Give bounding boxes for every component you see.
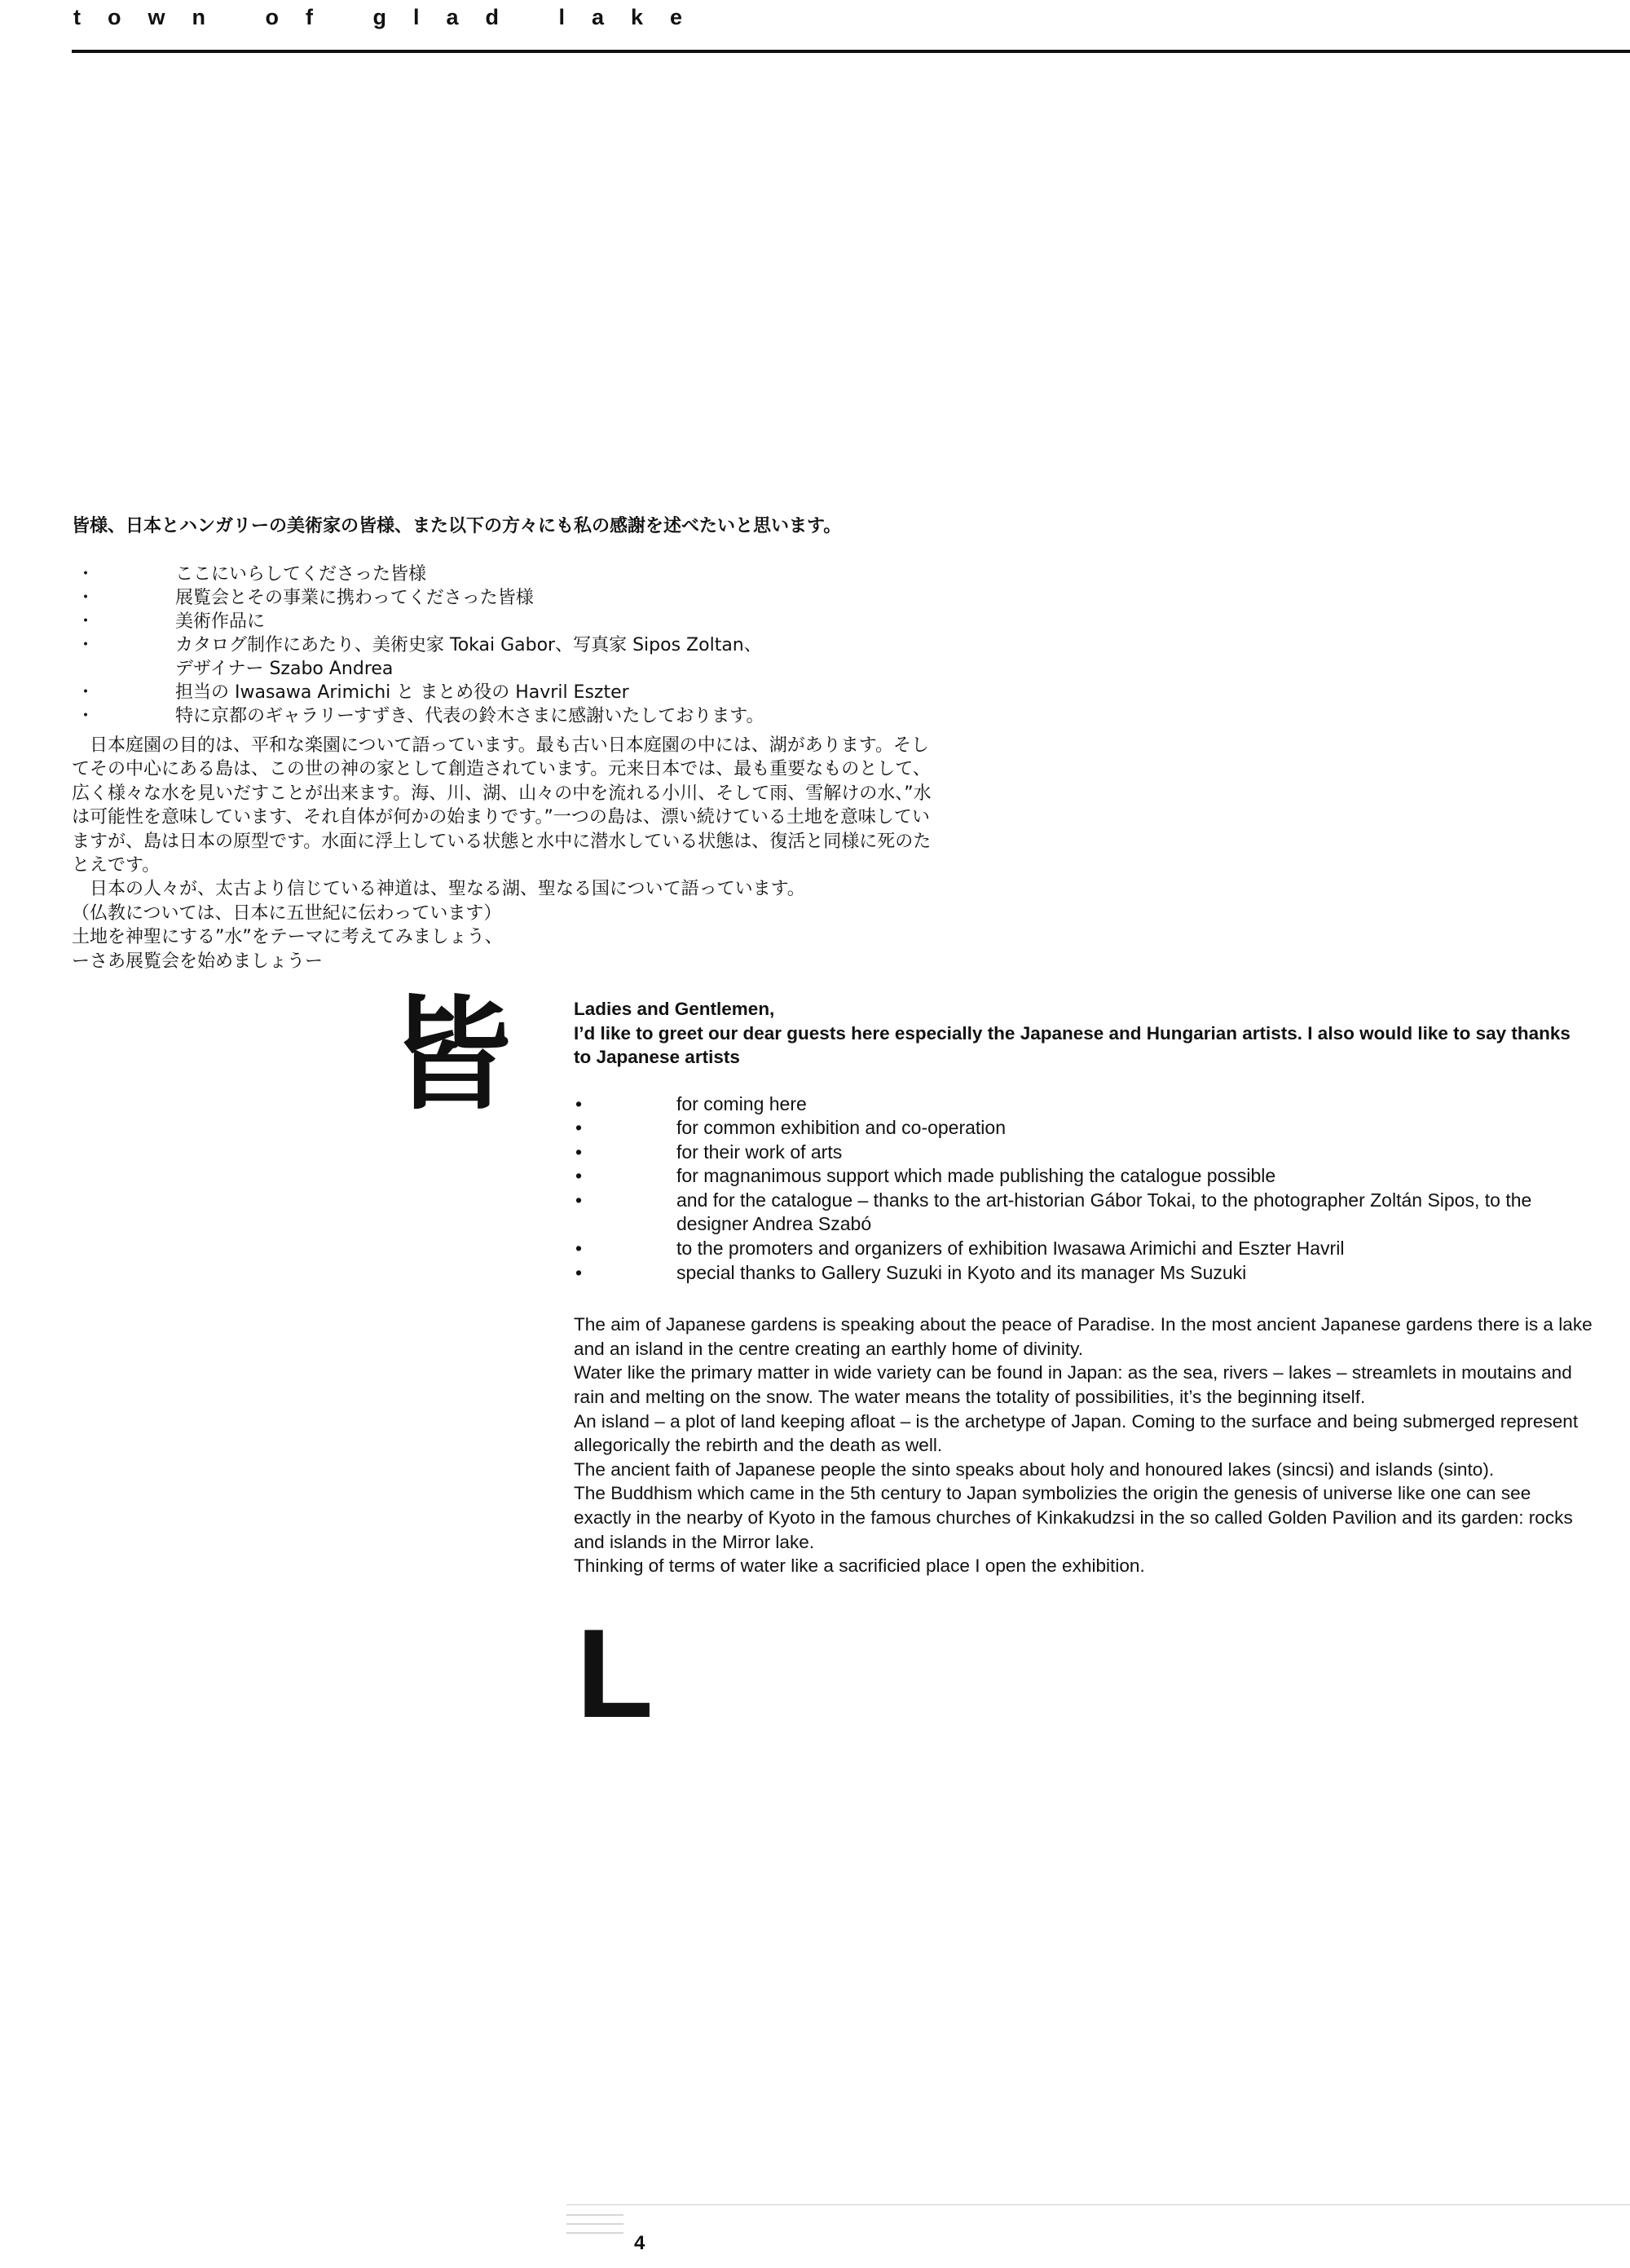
english-thanks-list [574,1092,1593,1286]
running-header-title: town of glad lake [73,5,710,29]
english-paragraph: The aim of Japanese gardens is speaking about the peace of Paradise. In the most ancient Japanese gardens there is a lake and an island in the centre creating an earthly home of divinity. [574,1314,1593,1359]
english-paragraph: An island – a plot of land keeping afloat – is the archetype of Japan. Coming to the surface and being submerged represent allegorically the rebirth and the death as well. [574,1410,1579,1456]
english-body-text [574,1313,1593,1578]
bullet: ・ [77,635,95,655]
bullet: • [575,1092,583,1114]
bullet: ・ [77,588,95,608]
bullet: ・ [77,706,95,726]
bullet: ・ [77,564,95,585]
list-item [72,681,936,704]
bullet: • [575,1165,583,1187]
bullet: • [575,1117,583,1139]
list-item [574,1261,1593,1286]
japanese-paragraph: 日本庭園の目的は、平和な楽園について語っています。最も古い日本庭園の中には、湖があります。そしてその中心にある島は、この世の神の家として創造されています。元来日本では、最も重要なものとして、広く様々な水を見いだすことが出来ます。海、川、湖、山々の中を流れる小川、そして雨、雪解けの水、”水は可能性を意味しています、それ自体が何かの始まりです。”一つの島は、漂い続けている土地を意味していますが、島は日本の原型です。水面に浮上している状態と水中に潜水している状態は、復活と同様に死のたとえです。 [72,735,932,876]
japanese-heading: 皆様、日本とハンガリーの美術家の皆様、また以下の方々にも私の感謝を述べたいと思います。 [72,516,842,536]
bullet: • [575,1141,583,1163]
english-paragraph: The Buddhism which came in the 5th century to Japan symbolizies the origin the genesis of universe like one can see exactly in the nearby of Kyoto in the famous churches of Kinkakudzsi in the so called Golden Pavilion and its garden: rocks and islands in the Mirror lake. [574,1483,1573,1552]
list-item-text: ここにいらしてくださった皆様 [175,564,427,585]
list-item [574,1092,1593,1117]
header-rule [72,50,1630,53]
footer-decoration [566,2214,623,2241]
japanese-paragraph: 土地を神聖にする”水”をテーマに考えてみましょう、 [72,927,503,948]
list-item-continuation [72,657,936,681]
bullet: • [575,1261,583,1283]
list-item [574,1116,1593,1141]
list-item-text: special thanks to Gallery Suzuki in Kyoto and its manager Ms Suzuki [676,1261,1247,1283]
list-item [72,586,936,610]
list-item [574,1189,1593,1237]
english-paragraph: The ancient faith of Japanese people the sinto speaks about holy and honoured lakes (sincsi) and islands (sinto). [574,1458,1495,1480]
list-item-text: 特に京都のギャラリーすずき、代表の鈴木さまに感謝いたしております。 [175,706,764,726]
list-item-text: カタログ制作にあたり、美術史家 Tokai Gabor、写真家 Sipos Zoltan、 [175,635,762,655]
latin-drop-initial: L [576,1603,654,1744]
bullet: • [575,1238,583,1260]
bullet: • [575,1189,583,1211]
bullet: ・ [77,611,95,632]
japanese-paragraph: （仏教については、日本に五世紀に伝わっています） [72,902,502,924]
list-item [72,563,936,586]
japanese-paragraph: ーさあ展覧会を始めましょうー [72,951,324,972]
english-section [574,997,1593,1578]
list-item-text: for magnanimous support which made publishing the catalogue possible [676,1165,1276,1187]
english-paragraph: Water like the primary matter in wide variety can be found in Japan: as the sea, rivers – lakes – streamlets in moutains and rain and melting on the snow. The water means the totality of possibilities, it’s the beginning itself. [574,1362,1572,1408]
footer-rule [566,2204,1630,2205]
list-item-text: for common exhibition and co-operation [676,1117,1007,1139]
list-item [72,704,936,728]
english-greeting [574,997,1593,1070]
list-item-text: to the promoters and organizers of exhibition Iwasawa Arimichi and Eszter Havril [676,1238,1345,1260]
list-item [574,1141,1593,1165]
list-item-text: デザイナー Szabo Andrea [175,659,394,679]
japanese-thanks-list [72,563,936,728]
list-item-text: 担当の Iwasawa Arimichi と まとめ役の Havril Eszter [175,682,629,703]
list-item [574,1164,1593,1189]
list-item-text: for coming here [676,1092,807,1114]
list-item [574,1237,1593,1261]
english-paragraph: Thinking of terms of water like a sacrificied place I open the exhibition. [574,1555,1145,1577]
page-number: 4 [634,2232,645,2254]
list-item [72,610,936,633]
list-item-text: 美術作品に [175,611,266,632]
japanese-paragraph: 日本の人々が、太古より信じている神道は、聖なる湖、聖なる国について語っています。 [72,879,805,900]
greeting-line: I’d like to greet our dear guests here especially the Japanese and Hungarian artists. I also would like to say thanks to Japanese artists [574,1022,1571,1067]
list-item-text: for their work of arts [676,1141,843,1163]
bullet: ・ [77,682,95,703]
kanji-drop-initial: 皆 [390,985,513,1127]
greeting-line: Ladies and Gentlemen, [574,999,775,1019]
list-item [72,633,936,657]
list-item-text: 展覧会とその事業に携わってくださった皆様 [175,588,534,608]
japanese-body-text [72,734,936,973]
list-item-text: and for the catalogue – thanks to the art-historian Gábor Tokai, to the photographer Zoltán Sipos, to the designer Andrea Szabó [676,1189,1532,1235]
